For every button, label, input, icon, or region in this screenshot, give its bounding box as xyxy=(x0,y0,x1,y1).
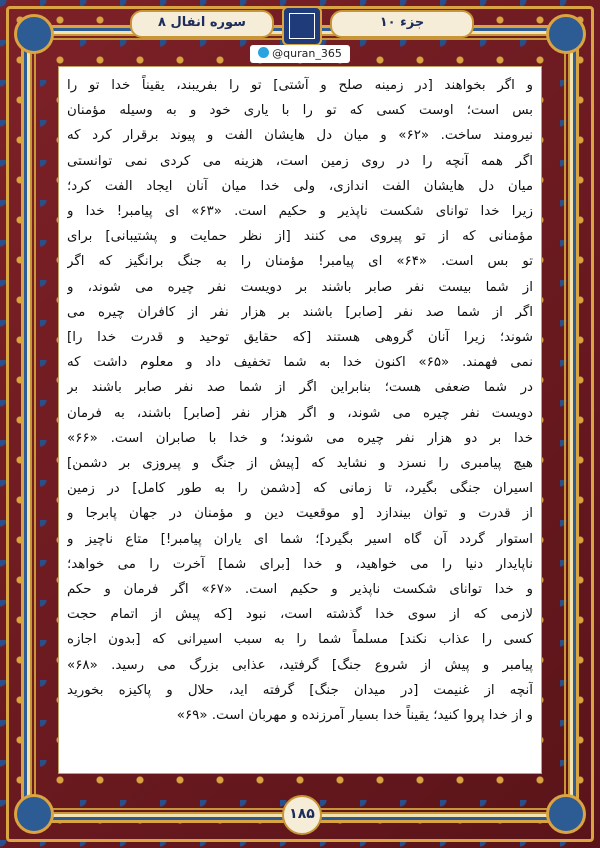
text-line: نیرومند ساخت. «۶۲» و میان دل هایشان الفت و پیوند برقرار کرد که xyxy=(67,128,533,144)
text-line: شوند؛ زیرا آنان گروهی هستند [که حقایق توحید و قدرت خدا را] xyxy=(67,330,533,346)
text-line: خدا بر دو هزار نفر چیره می شوند؛ و خدا با صابران است. «۶۶» xyxy=(67,430,533,446)
page-number: ۱۸۵ xyxy=(282,795,322,835)
text-line: دویست نفر چیره می شوند، و اگر هزار نفر [صابر] باشند، به فرمان xyxy=(67,405,533,421)
channel-handle: @quran_365 xyxy=(272,47,342,60)
translation-text xyxy=(67,73,533,728)
text-line: تو بس است. «۶۴» ای پیامبر! مؤمنان را به جنگ برانگیز که اگر xyxy=(67,254,533,270)
channel-tag[interactable] xyxy=(250,45,350,63)
text-line: در شما ضعفی هست؛ بنابراین اگر از شما صد نفر صابر باشند بر xyxy=(67,380,533,396)
text-line: بس است؛ اوست کسی که تو را با یاری خود و به وسیله مؤمنان xyxy=(67,103,533,119)
text-line: و اگر بخواهند [در زمینه صلح و آشتی] تو را بفریبند، یقیناً خدا تو را xyxy=(67,78,533,93)
text-line: میان دل هایشان الفت اندازی، ولی خدا میان آنان ایجاد الفت کرد؛ xyxy=(67,178,533,194)
text-line: آنچه از غنیمت [در میدان جنگ] گرفته اید، حلال و پاکیزه بخورید xyxy=(67,682,533,698)
text-line: استوار گردد آن گاه اسیر بگیرد]؛ شما ای یاران پیامبر!] متاع ناچیز و xyxy=(67,531,533,547)
text-line: کسی را عذاب نکند] مسلماً شما را به سبب اسیرانی که [بدون اجازه xyxy=(67,632,533,648)
corner-ornament-icon xyxy=(14,794,54,834)
text-line: اگر از شما صد نفر [صابر] باشند بر هزار نفر از کافران چیره می xyxy=(67,304,533,320)
page-header xyxy=(0,0,600,40)
logo-emblem-icon xyxy=(282,6,322,46)
text-line: از شما بیست نفر صابر باشند بر دویست نفر چیره می شوند، و xyxy=(67,279,533,295)
text-line: ناپایدار دنیا را می خواهید، و خدا [برای شما] آخرت را می خواهد؛ xyxy=(67,556,533,572)
text-line: پیامبر و پیش از شروع جنگ] گرفتید، عذابی بزرگ می رسید. «۶۸» xyxy=(67,657,533,673)
text-line: اسیران جنگی بگیرد، تا زمانی که [دشمن را به طور کامل] در زمین xyxy=(67,481,533,497)
text-line: و خدا توانای شکست ناپذیر و حکیم است. «۶۷» اگر فرمان و حکم xyxy=(67,582,533,598)
juz-label: جزء ۱۰ xyxy=(330,10,474,38)
text-line: اگر همه آنچه را در روی زمین است، هزینه می کردی نمی توانستی xyxy=(67,153,533,169)
corner-ornament-icon xyxy=(546,794,586,834)
text-line: هیچ پیامبری را نسزد و نشاید که [پیش از جنگ و پیروزی بر دشمن] xyxy=(67,456,533,472)
text-line: نمی فهمند. «۶۵» اکنون خدا به شما تخفیف داد و معلوم داشت که xyxy=(67,355,533,371)
surah-label: سوره انفال ۸ xyxy=(130,10,274,38)
telegram-icon xyxy=(258,47,269,58)
text-line: لازمی که از سوی خدا گذشته است، نبود [که پیش از اتمام حجت xyxy=(67,607,533,623)
text-line: زیرا خدا توانای شکست ناپذیر و حکیم است. «۶۳» ای پیامبر! خدا و xyxy=(67,204,533,220)
text-panel xyxy=(58,66,542,774)
text-line: مؤمنانی که از تو پیروی می کنند [از نظر حمایت و پشتیبانی] برای xyxy=(67,229,533,245)
text-line: و از خدا پروا کنید؛ یقیناً خدا بسیار آمرزنده و مهربان است. «۶۹» xyxy=(176,708,533,724)
text-line: از قدرت و توان بیندازد [و موقعیت دین و مؤمنان در جهان پابرجا و xyxy=(67,506,533,522)
